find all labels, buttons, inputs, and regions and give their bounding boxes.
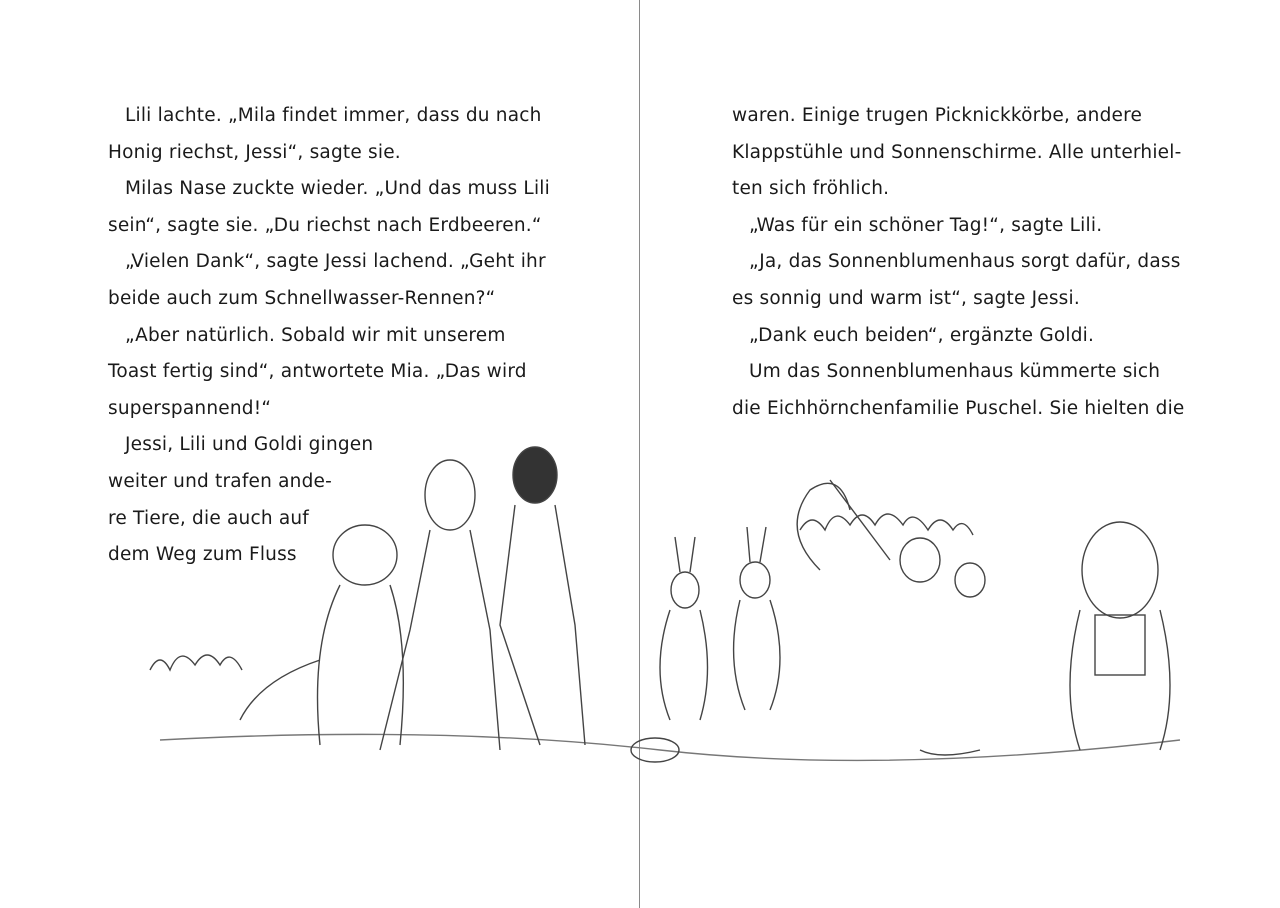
squirrel-family-figures bbox=[797, 480, 985, 755]
bushes-right bbox=[800, 514, 973, 535]
pencil-illustration-animals-walking bbox=[140, 420, 1200, 780]
text-line: Milas Nase zuckte wieder. „Und das muss Lili bbox=[125, 178, 550, 200]
text-line: Jessi, Lili und Goldi gingen bbox=[125, 434, 374, 456]
parasol-icon bbox=[830, 480, 890, 560]
text-line: Klappstühle und Sonnenschirme. Alle unterhiel- bbox=[732, 141, 1182, 163]
text-line: „Dank euch beiden“, ergänzte Goldi. bbox=[749, 324, 1095, 346]
text-line: waren. Einige trugen Picknickkörbe, andere bbox=[732, 105, 1143, 126]
text-line: superspannend!“ bbox=[108, 397, 272, 419]
text-line: „Ja, das Sonnenblumenhaus sorgt dafür, dass bbox=[749, 251, 1181, 273]
picnic-basket-icon bbox=[1095, 615, 1145, 675]
text-line: „Aber natürlich. Sobald wir mit unserem bbox=[125, 324, 506, 346]
bushes-left bbox=[150, 655, 242, 670]
text-line: die Eichhörnchenfamilie Puschel. Sie hielten die bbox=[732, 397, 1185, 419]
text-line: es sonnig und warm ist“, sagte Jessi. bbox=[732, 288, 1080, 309]
text-line: sein“, sagte sie. „Du riechst nach Erdbeeren.“ bbox=[108, 214, 542, 236]
text-line: Lili lachte. „Mila findet immer, dass du nach bbox=[125, 105, 542, 126]
text-line: beide auch zum Schnellwasser-Rennen?“ bbox=[108, 288, 496, 309]
text-line: ten sich fröhlich. bbox=[732, 178, 890, 200]
badger-figure bbox=[1070, 522, 1170, 750]
text-line: „Was für ein schöner Tag!“, sagte Lili. bbox=[749, 214, 1103, 236]
girl-dark-hair-figure bbox=[500, 447, 585, 745]
rabbit-figures bbox=[631, 527, 780, 762]
text-line: Toast fertig sind“, antwortete Mia. „Das wird bbox=[108, 361, 527, 383]
cat-figure bbox=[240, 525, 403, 745]
girl-curly-hair-figure bbox=[380, 460, 500, 750]
text-line: re Tiere, die auch auf bbox=[108, 507, 310, 529]
text-line: Um das Sonnenblumenhaus kümmerte sich bbox=[749, 361, 1161, 383]
text-line: dem Weg zum Fluss bbox=[108, 544, 297, 566]
text-line: weiter und trafen ande- bbox=[108, 471, 333, 492]
text-line: „Vielen Dank“, sagte Jessi lachend. „Geht ihr bbox=[125, 251, 546, 273]
text-line: Honig riechst, Jessi“, sagte sie. bbox=[108, 141, 401, 163]
ground-line bbox=[160, 734, 1180, 760]
